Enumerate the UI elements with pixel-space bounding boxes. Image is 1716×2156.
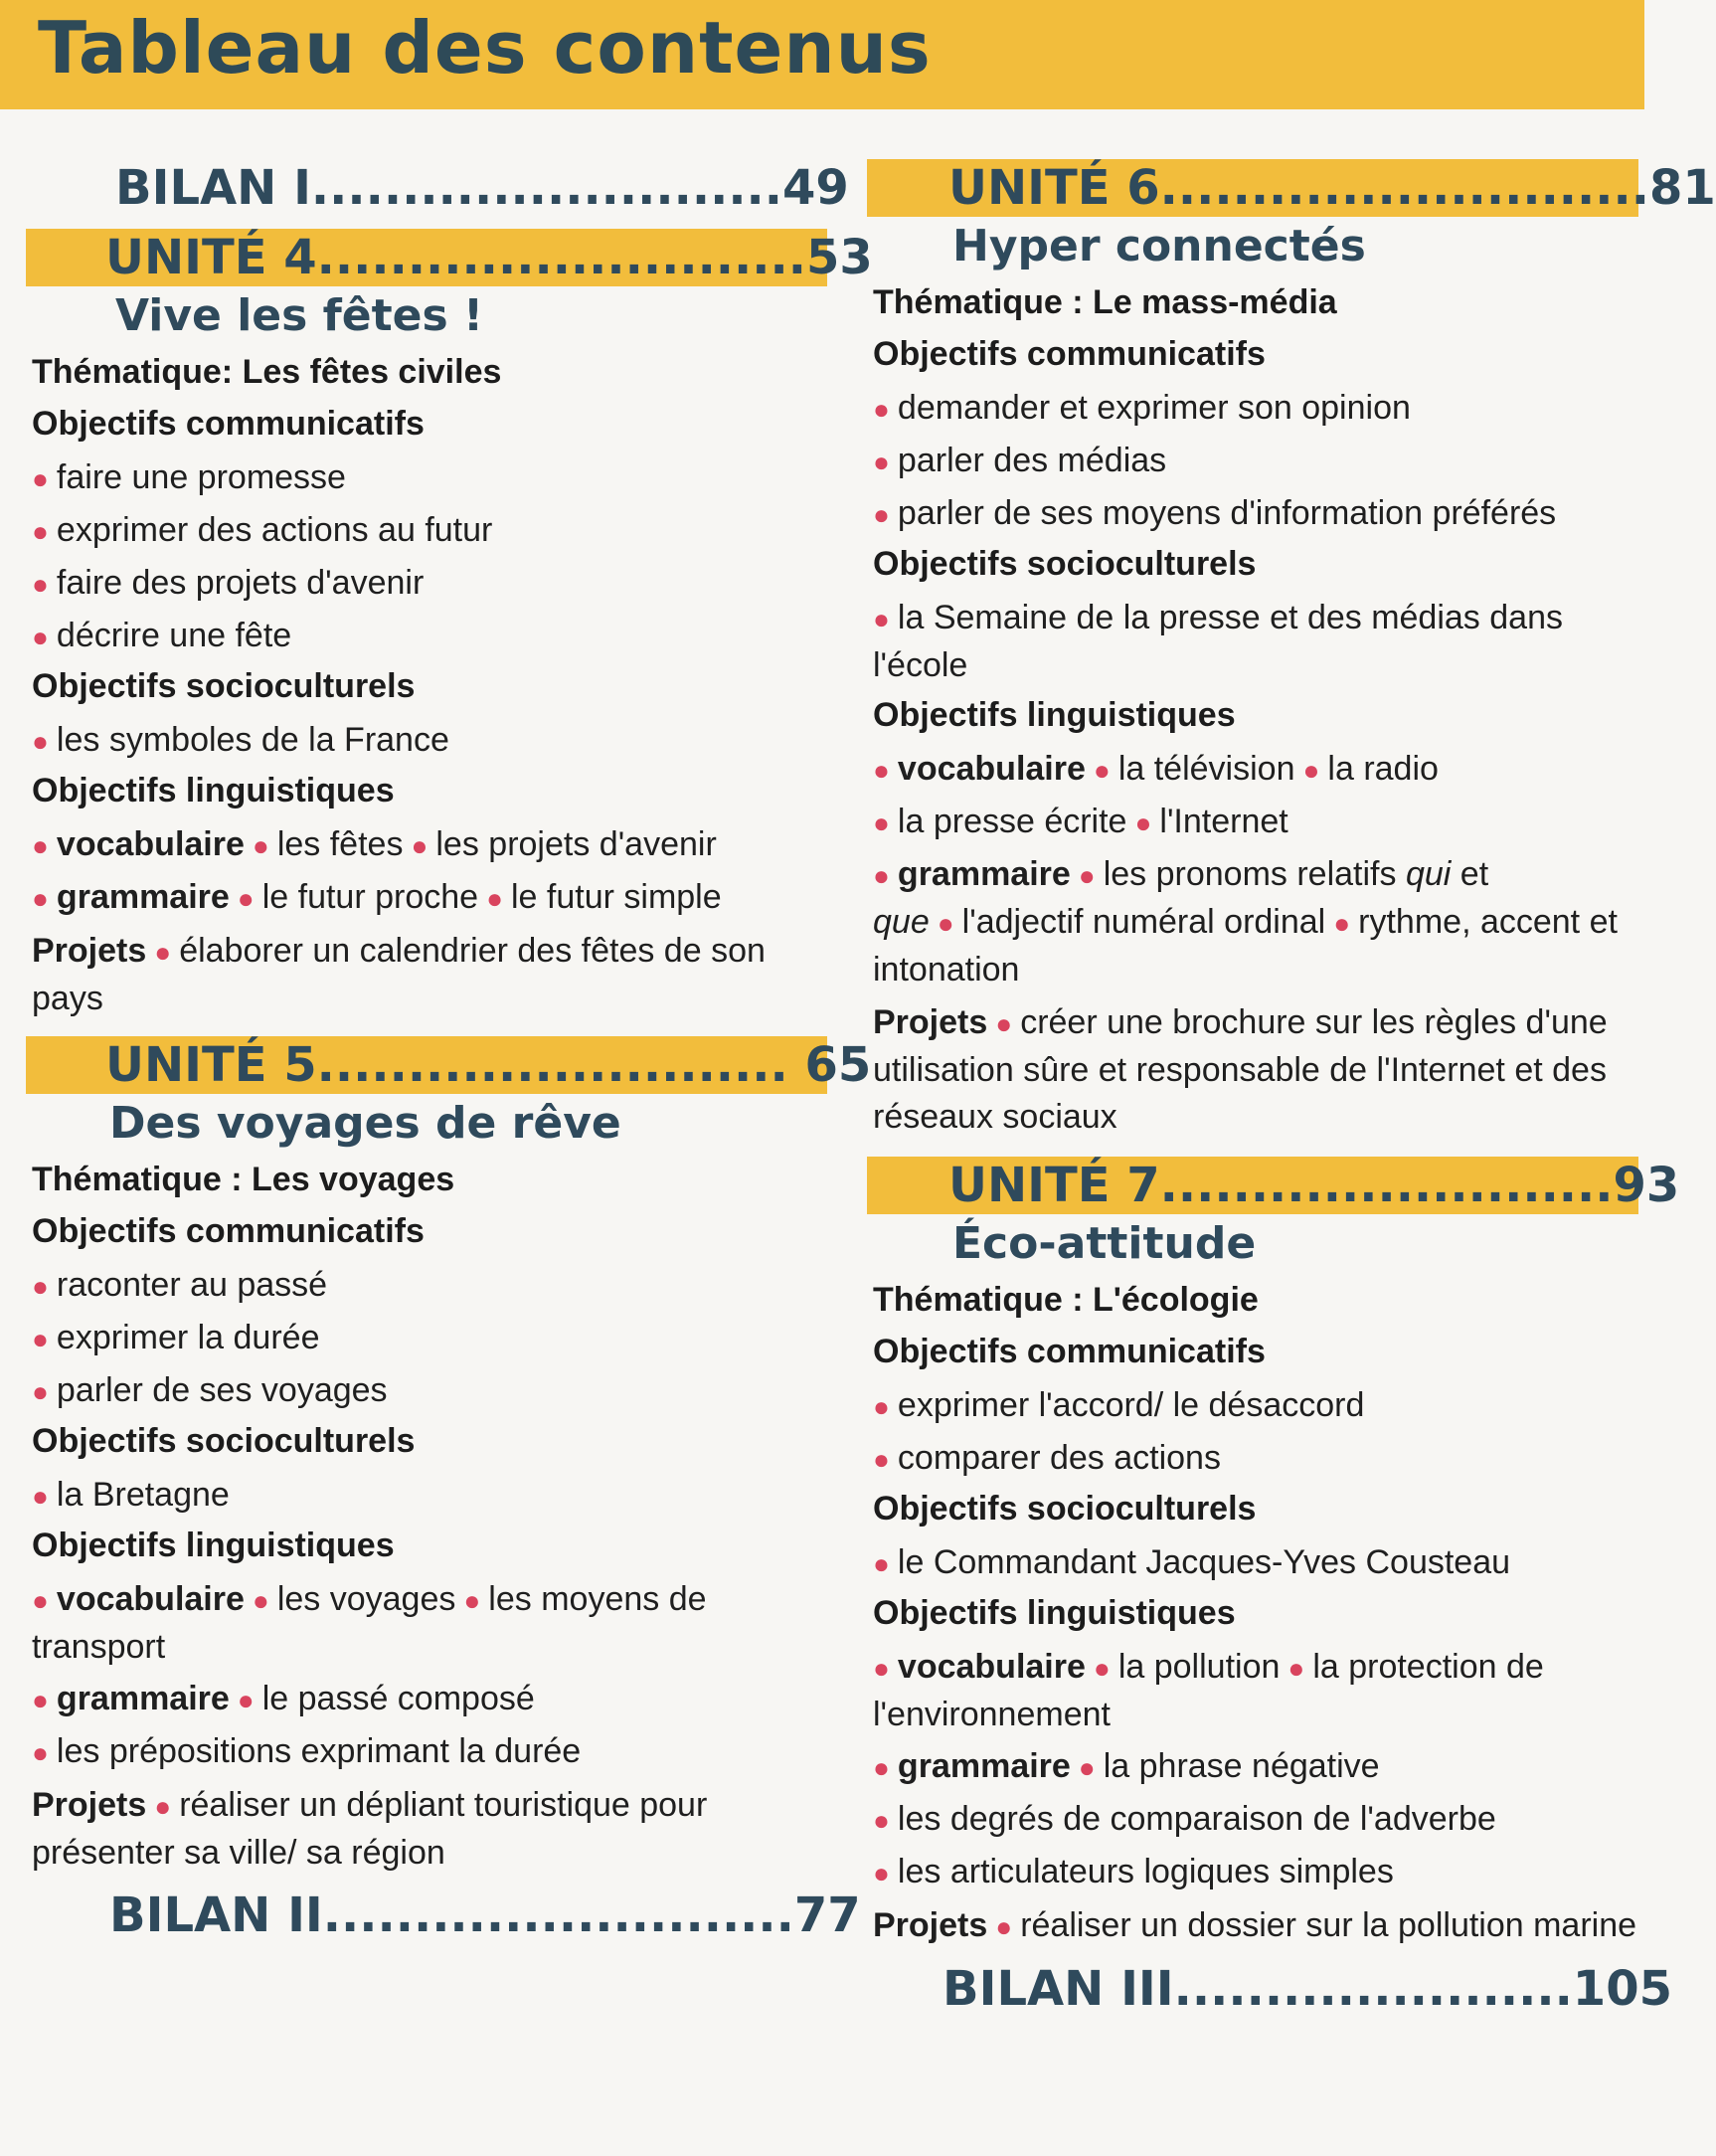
bullet-icon: ● <box>873 1805 890 1836</box>
bullet-icon: ● <box>32 1376 49 1407</box>
bullet-icon: ● <box>32 830 49 861</box>
unit-7-projets: Projets ● réaliser un dossier sur la pollution marine <box>873 1906 1637 1944</box>
unit-5-obj-comm-heading: Objectifs communicatifs <box>32 1212 425 1250</box>
unit-5-projets: Projets ● réaliser un dépliant touristique pour présenter sa ville/ sa région <box>32 1786 708 1872</box>
unit-4-thematique: Thématique: Les fêtes civiles <box>32 353 502 391</box>
unit-6-obj-comm-heading: Objectifs communicatifs <box>873 335 1266 373</box>
page-title: Tableau des contenus <box>38 6 932 90</box>
bullet-icon: ● <box>873 499 890 530</box>
unit-6-obj-socio-heading: Objectifs socioculturels <box>873 545 1257 583</box>
unit-7-obj-ling-heading: Objectifs linguistiques <box>873 1594 1236 1632</box>
list-item: ● les prépositions exprimant la durée <box>32 1732 582 1770</box>
list-item: ● demander et exprimer son opinion <box>873 389 1411 427</box>
list-item: ● parler des médias <box>873 442 1167 479</box>
list-item: ● les articulateurs logiques simples <box>873 1853 1394 1890</box>
list-item: ● vocabulaire ● les voyages ● les moyens de transport <box>32 1580 707 1666</box>
list-item: ● grammaire ● la phrase négative <box>873 1747 1380 1785</box>
list-item: ● exprimer des actions au futur <box>32 511 493 549</box>
bullet-icon: ● <box>32 1481 49 1512</box>
bullet-icon: ● <box>32 726 49 757</box>
bullet-icon: ● <box>873 1548 890 1579</box>
bullet-icon: ● <box>32 463 49 494</box>
bullet-icon: ● <box>32 516 49 547</box>
unit-4-banner[interactable]: UNITÉ 4...........................53 <box>26 229 827 286</box>
unit-4-obj-ling-heading: Objectifs linguistiques <box>32 772 395 809</box>
bullet-icon: ● <box>873 1653 890 1684</box>
unit-5-obj-socio-heading: Objectifs socioculturels <box>32 1422 416 1460</box>
bullet-icon: ● <box>32 883 49 914</box>
bullet-icon: ● <box>873 1391 890 1422</box>
bullet-icon: ● <box>873 1752 890 1783</box>
bullet-icon: ● <box>873 755 890 786</box>
bullet-icon: ● <box>32 569 49 600</box>
list-item: ● la Bretagne <box>32 1476 230 1514</box>
unit-6-obj-ling-heading: Objectifs linguistiques <box>873 696 1236 734</box>
bullet-icon: ● <box>873 1444 890 1475</box>
list-item: ● les degrés de comparaison de l'adverbe <box>873 1800 1496 1838</box>
bullet-icon: ● <box>873 808 890 838</box>
list-item: ● parler de ses moyens d'information préférés <box>873 494 1557 532</box>
bilan-3-link[interactable]: BILAN III......................105 <box>943 1961 1672 2017</box>
right-column <box>873 159 1716 2018</box>
list-item: ● décrire une fête <box>32 617 292 654</box>
unit-6-banner[interactable]: UNITÉ 6...........................81 <box>867 159 1638 217</box>
bullet-icon: ● <box>32 1737 49 1768</box>
list-item: ● vocabulaire ● la pollution ● la protection de l'environnement <box>873 1648 1544 1733</box>
list-item: ● faire des projets d'avenir <box>32 564 425 602</box>
bilan-2-link[interactable]: BILAN II..........................77 <box>109 1887 861 1943</box>
list-item: ● grammaire ● le passé composé <box>32 1680 535 1717</box>
bullet-icon: ● <box>32 1585 49 1616</box>
bullet-icon: ● <box>873 394 890 425</box>
left-column <box>32 159 873 1944</box>
list-item: ● comparer des actions <box>873 1439 1221 1477</box>
unit-5-thematique: Thématique : Les voyages <box>32 1161 455 1198</box>
bullet-icon: ● <box>873 1858 890 1888</box>
list-item: ● vocabulaire ● les fêtes ● les projets d'avenir <box>32 825 717 863</box>
unit-5-title: Des voyages de rêve <box>109 1098 621 1149</box>
unit-5-obj-ling-heading: Objectifs linguistiques <box>32 1527 395 1564</box>
list-item: ● le Commandant Jacques-Yves Cousteau <box>873 1543 1511 1581</box>
list-item: ● parler de ses voyages <box>32 1371 388 1409</box>
page-header <box>0 0 1644 109</box>
list-item: ● faire une promesse <box>32 458 346 496</box>
unit-7-thematique: Thématique : L'écologie <box>873 1281 1259 1319</box>
unit-4-title: Vive les fêtes ! <box>115 290 484 341</box>
unit-5-banner[interactable]: UNITÉ 5.......................... 65 <box>26 1036 827 1094</box>
bilan-1-link[interactable]: BILAN I..........................49 <box>115 160 849 216</box>
unit-7-title: Éco-attitude <box>952 1218 1257 1269</box>
unit-6-thematique: Thématique : Le mass-média <box>873 283 1337 321</box>
list-item: ● raconter au passé <box>32 1266 328 1304</box>
unit-7-obj-comm-heading: Objectifs communicatifs <box>873 1333 1266 1370</box>
unit-6-projets: Projets ● créer une brochure sur les règles d'une utilisation sûre et responsable de l'Internet et des réseaux sociaux <box>873 1003 1608 1136</box>
list-item: ● exprimer l'accord/ le désaccord <box>873 1386 1365 1424</box>
list-item: ● vocabulaire ● la télévision ● la radio <box>873 750 1439 788</box>
bullet-icon: ● <box>32 1685 49 1715</box>
bullet-icon: ● <box>32 1271 49 1302</box>
list-item: ● exprimer la durée <box>32 1319 320 1356</box>
list-item: ● la presse écrite ● l'Internet <box>873 803 1288 840</box>
list-item: ● grammaire ● les pronoms relatifs qui et que ● l'adjectif numéral ordinal ● rythme, accent et intonation <box>873 855 1618 988</box>
bullet-icon: ● <box>32 1324 49 1354</box>
list-item: ● grammaire ● le futur proche ● le futur simple <box>32 878 722 916</box>
bullet-icon: ● <box>32 622 49 652</box>
unit-4-obj-socio-heading: Objectifs socioculturels <box>32 667 416 705</box>
bullet-icon: ● <box>873 604 890 634</box>
list-item: ● la Semaine de la presse et des médias dans l'école <box>873 599 1563 684</box>
unit-4-obj-comm-heading: Objectifs communicatifs <box>32 405 425 443</box>
unit-7-obj-socio-heading: Objectifs socioculturels <box>873 1490 1257 1527</box>
unit-7-banner[interactable]: UNITÉ 7.........................93 <box>867 1157 1638 1214</box>
list-item: ● les symboles de la France <box>32 721 449 759</box>
unit-4-projets: Projets ● élaborer un calendrier des fêtes de son pays <box>32 932 766 1017</box>
unit-6-title: Hyper connectés <box>952 221 1366 271</box>
bullet-icon: ● <box>873 447 890 477</box>
bullet-icon: ● <box>873 860 890 891</box>
